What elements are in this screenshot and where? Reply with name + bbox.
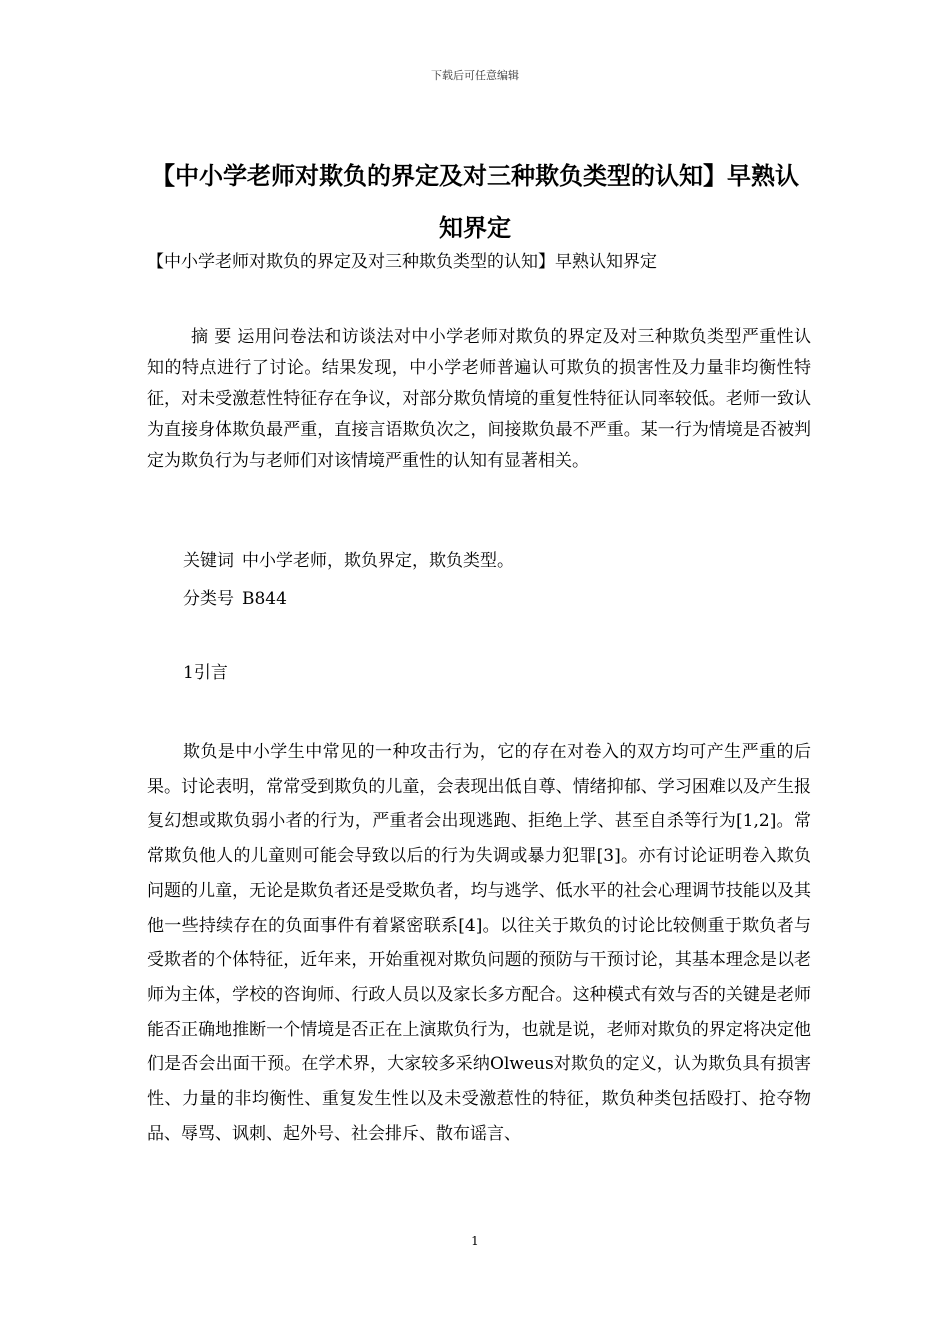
header-note: 下载后可任意编辑 xyxy=(431,69,519,82)
abstract-label: 摘 要 xyxy=(191,327,232,347)
section-heading: 1引言 xyxy=(183,663,228,683)
classification-value: B844 xyxy=(242,589,287,609)
keywords-line xyxy=(183,546,514,576)
document-subtitle: 【中小学老师对欺负的界定及对三种欺负类型的认知】早熟认知界定 xyxy=(147,252,657,272)
keywords-value: 中小学老师，欺负界定，欺负类型。 xyxy=(242,551,514,571)
page-number: 1 xyxy=(471,1234,479,1248)
classification-label: 分类号 xyxy=(183,589,234,609)
abstract-text: 运用问卷法和访谈法对中小学老师对欺负的界定及对三种欺负类型严重性认知的特点进行了讨论。结果发现，中小学老师普遍认可欺负的损害性及力量非均衡性特征，对未受激惹性特征存在争议，对部分欺负情境的重复性特征认同率较低。老师一致认为直接身体欺负最严重，直接言语欺负次之，间接欺负最不严重。某一行为情境是否被判定为欺负行为与老师们对该情境严重性的认知有显著相关。 xyxy=(147,327,812,471)
document-title: 【中小学老师对欺负的界定及对三种欺负类型的认知】早熟认知界定 xyxy=(151,162,799,242)
classification-line xyxy=(183,584,287,614)
intro-paragraph: 欺负是中小学生中常见的一种攻击行为，它的存在对卷入的双方均可产生严重的后果。讨论表明，常常受到欺负的儿童，会表现出低自尊、情绪抑郁、学习困难以及产生报复幻想或欺负弱小者的行为，严重者会出现逃跑、拒绝上学、甚至自杀等行为[1,2]。常常欺负他人的儿童则可能会导致以后的行为失调或暴力犯罪[3]。亦有讨论证明卷入欺负问题的儿童，无论是欺负者还是受欺负者，均与逃学、低水平的社会心理调节技能以及其他一些持续存在的负面事件有着紧密联系[4]。以往关于欺负的讨论比较侧重于欺负者与受欺者的个体特征，近年来，开始重视对欺负问题的预防与干预讨论，其基本理念是以老师为主体，学校的咨询师、行政人员以及家长多方配合。这种模式有效与否的关键是老师能否正确地推断一个情境是否正在上演欺负行为，也就是说，老师对欺负的界定将决定他们是否会出面干预。在学术界，大家较多采纳Olweus对欺负的定义，认为欺负具有损害性、力量的非均衡性、重复发生性以及未受激惹性的特征，欺负种类包括殴打、抢夺物品、辱骂、讽刺、起外号、社会排斥、散布谣言、 xyxy=(147,742,811,1144)
abstract-paragraph xyxy=(147,322,811,477)
keywords-label: 关键词 xyxy=(183,551,234,571)
